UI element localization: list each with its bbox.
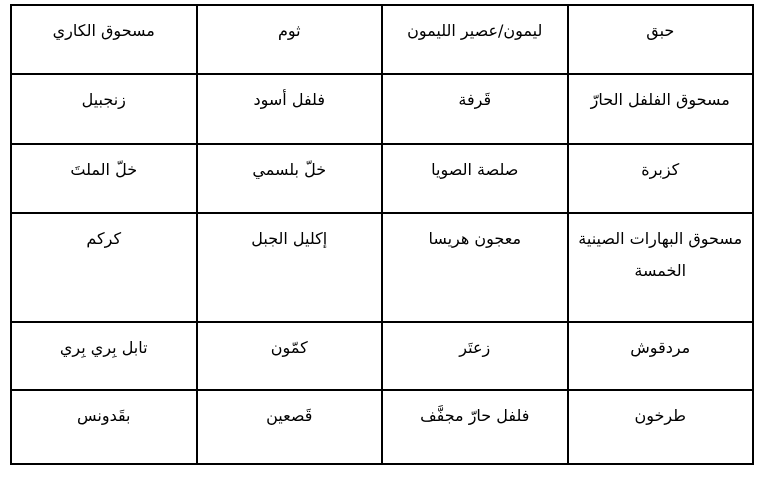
table-cell: طرخون xyxy=(568,390,754,464)
table-cell: مسحوق الفلفل الحارّ xyxy=(568,74,754,144)
table-cell: حبق xyxy=(568,5,754,74)
table-cell: كركم xyxy=(11,213,197,322)
table-cell: خلّ بلسمي xyxy=(197,144,383,213)
table-cell: زعتَر xyxy=(382,322,568,390)
table-cell: بقَدونس xyxy=(11,390,197,464)
table-row xyxy=(11,144,753,213)
table-cell: كزبرة xyxy=(568,144,754,213)
table-cell: خلّ الملتَ xyxy=(11,144,197,213)
table-cell: معجون هريسا xyxy=(382,213,568,322)
table-cell: مردقوش xyxy=(568,322,754,390)
table-cell: مسحوق الكاري xyxy=(11,5,197,74)
table-row xyxy=(11,74,753,144)
table-cell: قَصعين xyxy=(197,390,383,464)
table-cell: مسحوق البهارات الصينية الخمسة xyxy=(568,213,754,322)
table-row xyxy=(11,390,753,464)
table-cell: زنجبيل xyxy=(11,74,197,144)
table-cell: ثوم xyxy=(197,5,383,74)
spices-table xyxy=(10,4,754,465)
table-cell: فلفل أسود xyxy=(197,74,383,144)
table-cell: صلصة الصويا xyxy=(382,144,568,213)
table-cell: تابل بِري بِري xyxy=(11,322,197,390)
table-cell: إكليل الجبل xyxy=(197,213,383,322)
table-row xyxy=(11,213,753,322)
table-cell: ليمون/عصير الليمون xyxy=(382,5,568,74)
table-cell: فلفل حارّ مجفَّف xyxy=(382,390,568,464)
table-cell: قَرفة xyxy=(382,74,568,144)
table-cell: كمّون xyxy=(197,322,383,390)
table-row xyxy=(11,5,753,74)
table-row xyxy=(11,322,753,390)
